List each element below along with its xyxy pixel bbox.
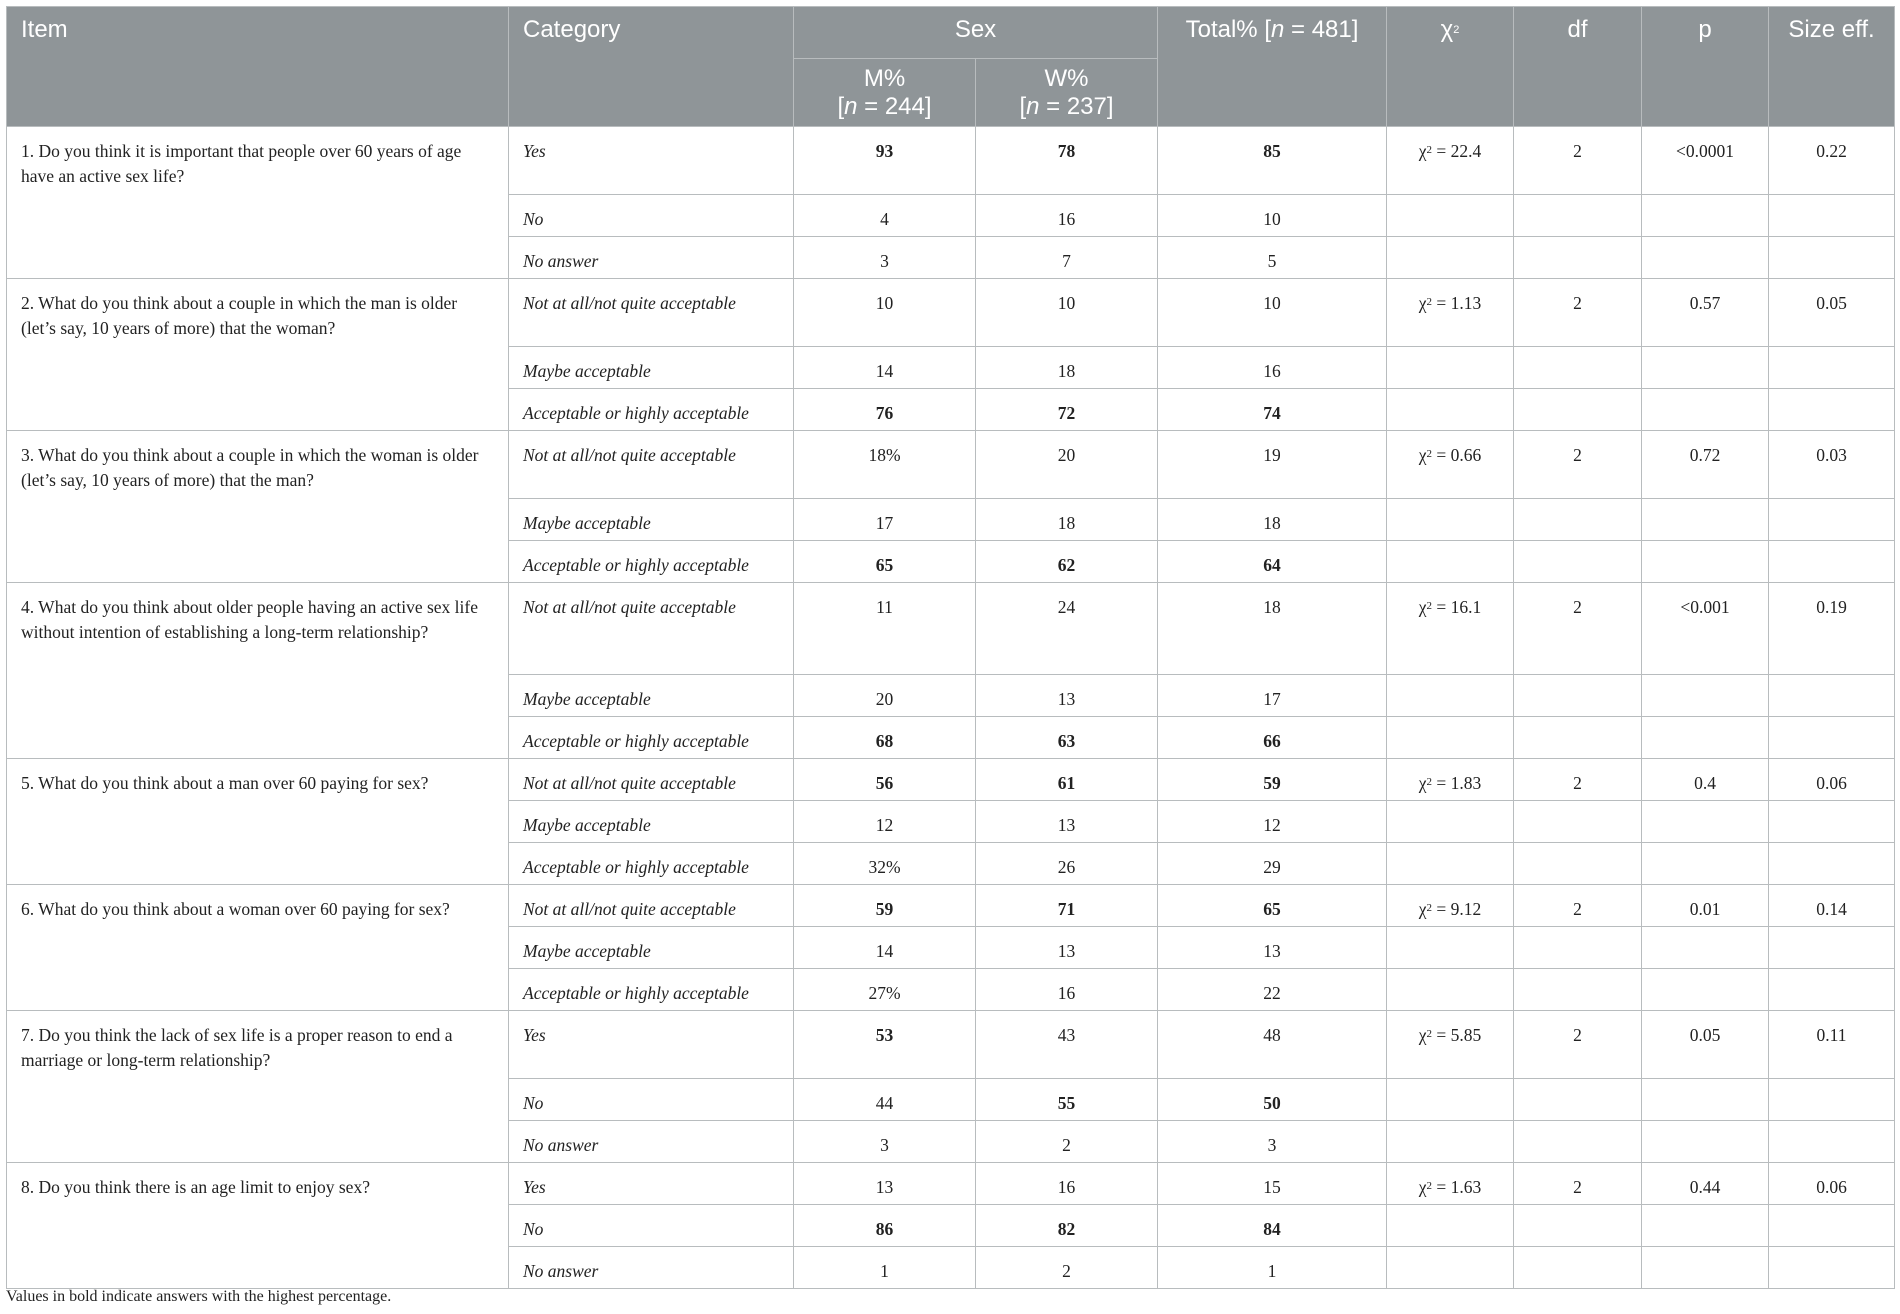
size-effect-value: 0.14 [1769, 885, 1895, 927]
answer-category: Yes [509, 1011, 794, 1079]
total-percent: 66 [1158, 717, 1387, 759]
answer-category: Maybe acceptable [509, 347, 794, 389]
women-percent: 13 [976, 927, 1158, 969]
empty-cell [1642, 347, 1769, 389]
empty-cell [1387, 1205, 1514, 1247]
header-p: p [1642, 7, 1769, 127]
item-question: 1. Do you think it is important that people over 60 years of age have an active sex life? [7, 127, 509, 279]
women-percent: 72 [976, 389, 1158, 431]
empty-cell [1769, 675, 1895, 717]
total-percent: 1 [1158, 1247, 1387, 1289]
empty-cell [1769, 499, 1895, 541]
empty-cell [1514, 541, 1642, 583]
men-percent: 53 [794, 1011, 976, 1079]
men-percent: 68 [794, 717, 976, 759]
empty-cell [1514, 927, 1642, 969]
total-percent: 5 [1158, 237, 1387, 279]
empty-cell [1642, 541, 1769, 583]
men-percent: 65 [794, 541, 976, 583]
table-row [7, 1163, 1895, 1205]
total-percent: 65 [1158, 885, 1387, 927]
answer-category: Acceptable or highly acceptable [509, 969, 794, 1011]
total-percent: 10 [1158, 195, 1387, 237]
women-percent: 20 [976, 431, 1158, 499]
empty-cell [1642, 843, 1769, 885]
empty-cell [1514, 1079, 1642, 1121]
men-percent: 10 [794, 279, 976, 347]
empty-cell [1769, 969, 1895, 1011]
empty-cell [1769, 927, 1895, 969]
men-percent: 4 [794, 195, 976, 237]
empty-cell [1642, 1079, 1769, 1121]
total-percent: 64 [1158, 541, 1387, 583]
item-question: 5. What do you think about a man over 60 paying for sex? [7, 759, 509, 885]
table-body [7, 127, 1895, 1289]
empty-cell [1642, 195, 1769, 237]
results-table-container [6, 6, 1894, 1289]
men-percent: 32% [794, 843, 976, 885]
men-percent: 86 [794, 1205, 976, 1247]
total-percent: 18 [1158, 499, 1387, 541]
answer-category: Maybe acceptable [509, 499, 794, 541]
empty-cell [1387, 541, 1514, 583]
total-percent: 85 [1158, 127, 1387, 195]
answer-category: Not at all/not quite acceptable [509, 885, 794, 927]
women-percent: 62 [976, 541, 1158, 583]
chi-square-value: $\chi^2 = 5.85$ [1387, 1011, 1514, 1079]
men-percent: 13 [794, 1163, 976, 1205]
answer-category: Not at all/not quite acceptable [509, 279, 794, 347]
size-effect-value: 0.06 [1769, 759, 1895, 801]
total-percent: 13 [1158, 927, 1387, 969]
header-item: Item [7, 7, 509, 127]
answer-category: Yes [509, 1163, 794, 1205]
empty-cell [1514, 717, 1642, 759]
women-percent: 2 [976, 1247, 1158, 1289]
women-percent: 82 [976, 1205, 1158, 1247]
table-row [7, 583, 1895, 675]
answer-category: No answer [509, 1247, 794, 1289]
header-women: W% [n = 237] [976, 59, 1158, 127]
total-percent: 18 [1158, 583, 1387, 675]
total-percent: 84 [1158, 1205, 1387, 1247]
table-row [7, 759, 1895, 801]
answer-category: Maybe acceptable [509, 675, 794, 717]
women-percent: 13 [976, 675, 1158, 717]
men-percent: 44 [794, 1079, 976, 1121]
p-value: 0.57 [1642, 279, 1769, 347]
total-percent: 10 [1158, 279, 1387, 347]
men-percent: 59 [794, 885, 976, 927]
header-total: Total% [n = 481] [1158, 7, 1387, 127]
empty-cell [1387, 675, 1514, 717]
table-row [7, 127, 1895, 195]
women-percent: 78 [976, 127, 1158, 195]
size-effect-value: 0.03 [1769, 431, 1895, 499]
women-percent: 71 [976, 885, 1158, 927]
empty-cell [1769, 1205, 1895, 1247]
p-value: <0.0001 [1642, 127, 1769, 195]
header-df: df [1514, 7, 1642, 127]
table-footnote: Values in bold indicate answers with the highest percentage. [6, 1288, 392, 1305]
empty-cell [1387, 1079, 1514, 1121]
women-percent: 7 [976, 237, 1158, 279]
df-value: 2 [1514, 279, 1642, 347]
empty-cell [1514, 347, 1642, 389]
answer-category: No [509, 195, 794, 237]
answer-category: Acceptable or highly acceptable [509, 541, 794, 583]
men-percent: 18% [794, 431, 976, 499]
empty-cell [1769, 1121, 1895, 1163]
men-percent: 56 [794, 759, 976, 801]
total-percent: 15 [1158, 1163, 1387, 1205]
total-percent: 16 [1158, 347, 1387, 389]
chi-square-value: $\chi^2 = 9.12$ [1387, 885, 1514, 927]
empty-cell [1769, 1079, 1895, 1121]
men-percent: 3 [794, 237, 976, 279]
chi-square-value: $\chi^2 = 1.83$ [1387, 759, 1514, 801]
empty-cell [1642, 1247, 1769, 1289]
size-effect-value: 0.11 [1769, 1011, 1895, 1079]
answer-category: Maybe acceptable [509, 927, 794, 969]
p-value: 0.72 [1642, 431, 1769, 499]
chi-square-value: $\chi^2 = 16.1$ [1387, 583, 1514, 675]
empty-cell [1387, 237, 1514, 279]
men-percent: 20 [794, 675, 976, 717]
empty-cell [1387, 843, 1514, 885]
total-percent: 3 [1158, 1121, 1387, 1163]
empty-cell [1642, 969, 1769, 1011]
answer-category: Not at all/not quite acceptable [509, 431, 794, 499]
men-percent: 76 [794, 389, 976, 431]
answer-category: No [509, 1079, 794, 1121]
answer-category: Yes [509, 127, 794, 195]
empty-cell [1514, 499, 1642, 541]
header-sex: Sex [794, 7, 1158, 59]
results-table [6, 6, 1895, 1289]
men-percent: 93 [794, 127, 976, 195]
empty-cell [1514, 1121, 1642, 1163]
item-question: 8. Do you think there is an age limit to enjoy sex? [7, 1163, 509, 1289]
answer-category: Acceptable or highly acceptable [509, 717, 794, 759]
empty-cell [1769, 541, 1895, 583]
answer-category: Acceptable or highly acceptable [509, 843, 794, 885]
total-percent: 17 [1158, 675, 1387, 717]
size-effect-value: 0.06 [1769, 1163, 1895, 1205]
answer-category: No answer [509, 1121, 794, 1163]
p-value: <0.001 [1642, 583, 1769, 675]
empty-cell [1387, 717, 1514, 759]
table-row [7, 431, 1895, 499]
answer-category: No answer [509, 237, 794, 279]
df-value: 2 [1514, 431, 1642, 499]
empty-cell [1514, 389, 1642, 431]
empty-cell [1387, 1121, 1514, 1163]
answer-category: Maybe acceptable [509, 801, 794, 843]
empty-cell [1769, 843, 1895, 885]
empty-cell [1769, 717, 1895, 759]
women-percent: 16 [976, 969, 1158, 1011]
total-percent: 29 [1158, 843, 1387, 885]
df-value: 2 [1514, 1163, 1642, 1205]
women-percent: 18 [976, 347, 1158, 389]
df-value: 2 [1514, 759, 1642, 801]
p-value: 0.4 [1642, 759, 1769, 801]
header-size-effect: Size eff. [1769, 7, 1895, 127]
men-percent: 27% [794, 969, 976, 1011]
men-percent: 14 [794, 927, 976, 969]
empty-cell [1387, 1247, 1514, 1289]
women-percent: 16 [976, 1163, 1158, 1205]
empty-cell [1387, 499, 1514, 541]
women-percent: 16 [976, 195, 1158, 237]
header-category: Category [509, 7, 794, 127]
empty-cell [1387, 389, 1514, 431]
empty-cell [1642, 675, 1769, 717]
total-percent: 50 [1158, 1079, 1387, 1121]
men-percent: 11 [794, 583, 976, 675]
total-percent: 59 [1158, 759, 1387, 801]
empty-cell [1769, 237, 1895, 279]
women-percent: 26 [976, 843, 1158, 885]
empty-cell [1642, 237, 1769, 279]
empty-cell [1387, 927, 1514, 969]
empty-cell [1387, 801, 1514, 843]
empty-cell [1642, 1121, 1769, 1163]
empty-cell [1769, 347, 1895, 389]
p-value: 0.44 [1642, 1163, 1769, 1205]
size-effect-value: 0.22 [1769, 127, 1895, 195]
empty-cell [1642, 499, 1769, 541]
empty-cell [1642, 927, 1769, 969]
total-percent: 19 [1158, 431, 1387, 499]
header-men: M% [n = 244] [794, 59, 976, 127]
women-percent: 43 [976, 1011, 1158, 1079]
empty-cell [1642, 1205, 1769, 1247]
table-header [7, 7, 1895, 127]
chi-square-value: $\chi^2 = 1.63$ [1387, 1163, 1514, 1205]
size-effect-value: 0.19 [1769, 583, 1895, 675]
item-question: 2. What do you think about a couple in which the man is older (let’s say, 10 years of more) that the woman? [7, 279, 509, 431]
women-percent: 10 [976, 279, 1158, 347]
table-row [7, 1011, 1895, 1079]
df-value: 2 [1514, 885, 1642, 927]
total-percent: 48 [1158, 1011, 1387, 1079]
header-chi-square: $\chi^2$ [1387, 7, 1514, 127]
p-value: 0.01 [1642, 885, 1769, 927]
answer-category: No [509, 1205, 794, 1247]
chi-square-value: $\chi^2 = 22.4$ [1387, 127, 1514, 195]
empty-cell [1642, 801, 1769, 843]
item-question: 7. Do you think the lack of sex life is a proper reason to end a marriage or long-term relationship? [7, 1011, 509, 1163]
table-row [7, 279, 1895, 347]
df-value: 2 [1514, 127, 1642, 195]
empty-cell [1387, 969, 1514, 1011]
men-percent: 14 [794, 347, 976, 389]
empty-cell [1387, 347, 1514, 389]
women-percent: 55 [976, 1079, 1158, 1121]
empty-cell [1642, 717, 1769, 759]
women-percent: 18 [976, 499, 1158, 541]
women-percent: 2 [976, 1121, 1158, 1163]
men-percent: 12 [794, 801, 976, 843]
total-percent: 74 [1158, 389, 1387, 431]
df-value: 2 [1514, 583, 1642, 675]
size-effect-value: 0.05 [1769, 279, 1895, 347]
men-percent: 1 [794, 1247, 976, 1289]
empty-cell [1514, 1247, 1642, 1289]
empty-cell [1514, 801, 1642, 843]
answer-category: Not at all/not quite acceptable [509, 583, 794, 675]
empty-cell [1769, 801, 1895, 843]
empty-cell [1514, 843, 1642, 885]
women-percent: 24 [976, 583, 1158, 675]
chi-square-value: $\chi^2 = 0.66$ [1387, 431, 1514, 499]
women-percent: 13 [976, 801, 1158, 843]
men-percent: 3 [794, 1121, 976, 1163]
answer-category: Acceptable or highly acceptable [509, 389, 794, 431]
empty-cell [1769, 389, 1895, 431]
empty-cell [1769, 195, 1895, 237]
empty-cell [1642, 389, 1769, 431]
empty-cell [1514, 237, 1642, 279]
women-percent: 61 [976, 759, 1158, 801]
df-value: 2 [1514, 1011, 1642, 1079]
empty-cell [1514, 969, 1642, 1011]
item-question: 4. What do you think about older people having an active sex life without intention of establishing a long-term relationship? [7, 583, 509, 759]
empty-cell [1514, 1205, 1642, 1247]
total-percent: 12 [1158, 801, 1387, 843]
empty-cell [1387, 195, 1514, 237]
item-question: 6. What do you think about a woman over 60 paying for sex? [7, 885, 509, 1011]
empty-cell [1514, 675, 1642, 717]
empty-cell [1514, 195, 1642, 237]
p-value: 0.05 [1642, 1011, 1769, 1079]
total-percent: 22 [1158, 969, 1387, 1011]
item-question: 3. What do you think about a couple in which the woman is older (let’s say, 10 years of more) that the man? [7, 431, 509, 583]
answer-category: Not at all/not quite acceptable [509, 759, 794, 801]
men-percent: 17 [794, 499, 976, 541]
empty-cell [1769, 1247, 1895, 1289]
women-percent: 63 [976, 717, 1158, 759]
chi-square-value: $\chi^2 = 1.13$ [1387, 279, 1514, 347]
table-row [7, 885, 1895, 927]
